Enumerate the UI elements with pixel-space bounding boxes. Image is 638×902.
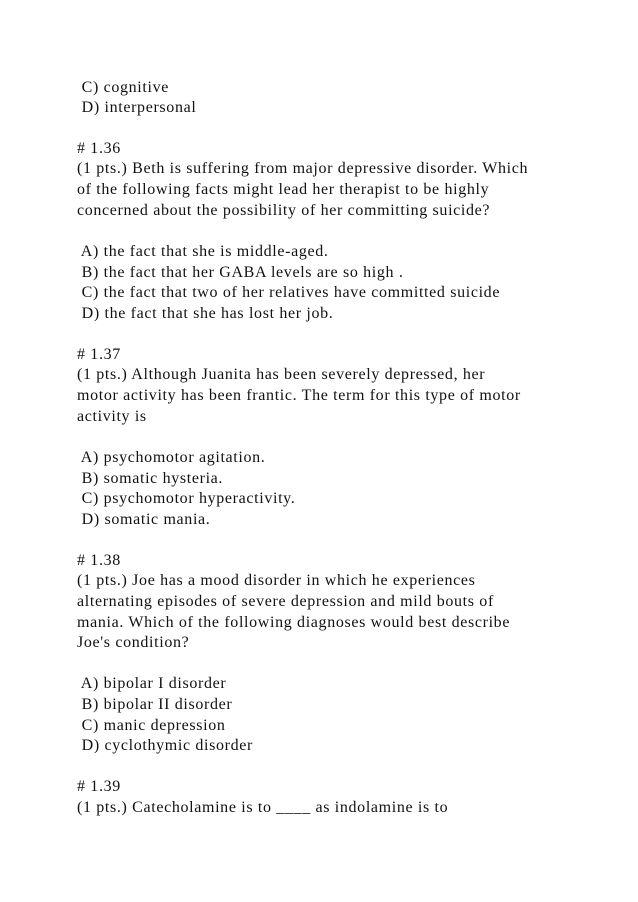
question-text-line: motor activity has been frantic. The term for this type of motor [77,387,521,404]
answer-option-line: D) the fact that she has lost her job. [77,305,334,322]
question-number: # 1.36 [77,140,121,157]
answer-option-line: D) somatic mania. [77,511,211,528]
answer-option-line: A) psychomotor agitation. [77,449,266,466]
question-text-line: (1 pts.) Catecholamine is to ____ as indolamine is to [77,799,449,816]
answer-option-line: C) psychomotor hyperactivity. [77,490,296,507]
answer-option-line: C) cognitive [77,79,169,96]
answer-option-line: D) interpersonal [77,99,197,116]
question-text-line: activity is [77,408,147,425]
answer-option-line: C) the fact that two of her relatives have committed suicide [77,284,501,301]
question-text-line: (1 pts.) Joe has a mood disorder in which he experiences [77,572,476,589]
question-text-line: Joe's condition? [77,634,190,651]
question-number: # 1.39 [77,778,121,795]
question-number: # 1.38 [77,552,121,569]
question-text-line: (1 pts.) Although Juanita has been severely depressed, her [77,366,486,383]
answer-option-line: C) manic depression [77,717,226,734]
answer-option-line: B) somatic hysteria. [77,470,224,487]
question-number: # 1.37 [77,346,121,363]
question-text-line: of the following facts might lead her therapist to be highly [77,181,490,198]
question-text-line: (1 pts.) Beth is suffering from major depressive disorder. Which [77,160,529,177]
question-text-line: concerned about the possibility of her committing suicide? [77,202,491,219]
answer-option-line: B) bipolar II disorder [77,696,233,713]
answer-option-line: B) the fact that her GABA levels are so high . [77,264,404,281]
answer-option-line: D) cyclothymic disorder [77,737,253,754]
answer-option-line: A) bipolar I disorder [77,675,227,692]
question-text-line: alternating episodes of severe depression and mild bouts of [77,593,494,610]
answer-option-line: A) the fact that she is middle-aged. [77,243,329,260]
question-text-line: mania. Which of the following diagnoses would best describe [77,614,511,631]
